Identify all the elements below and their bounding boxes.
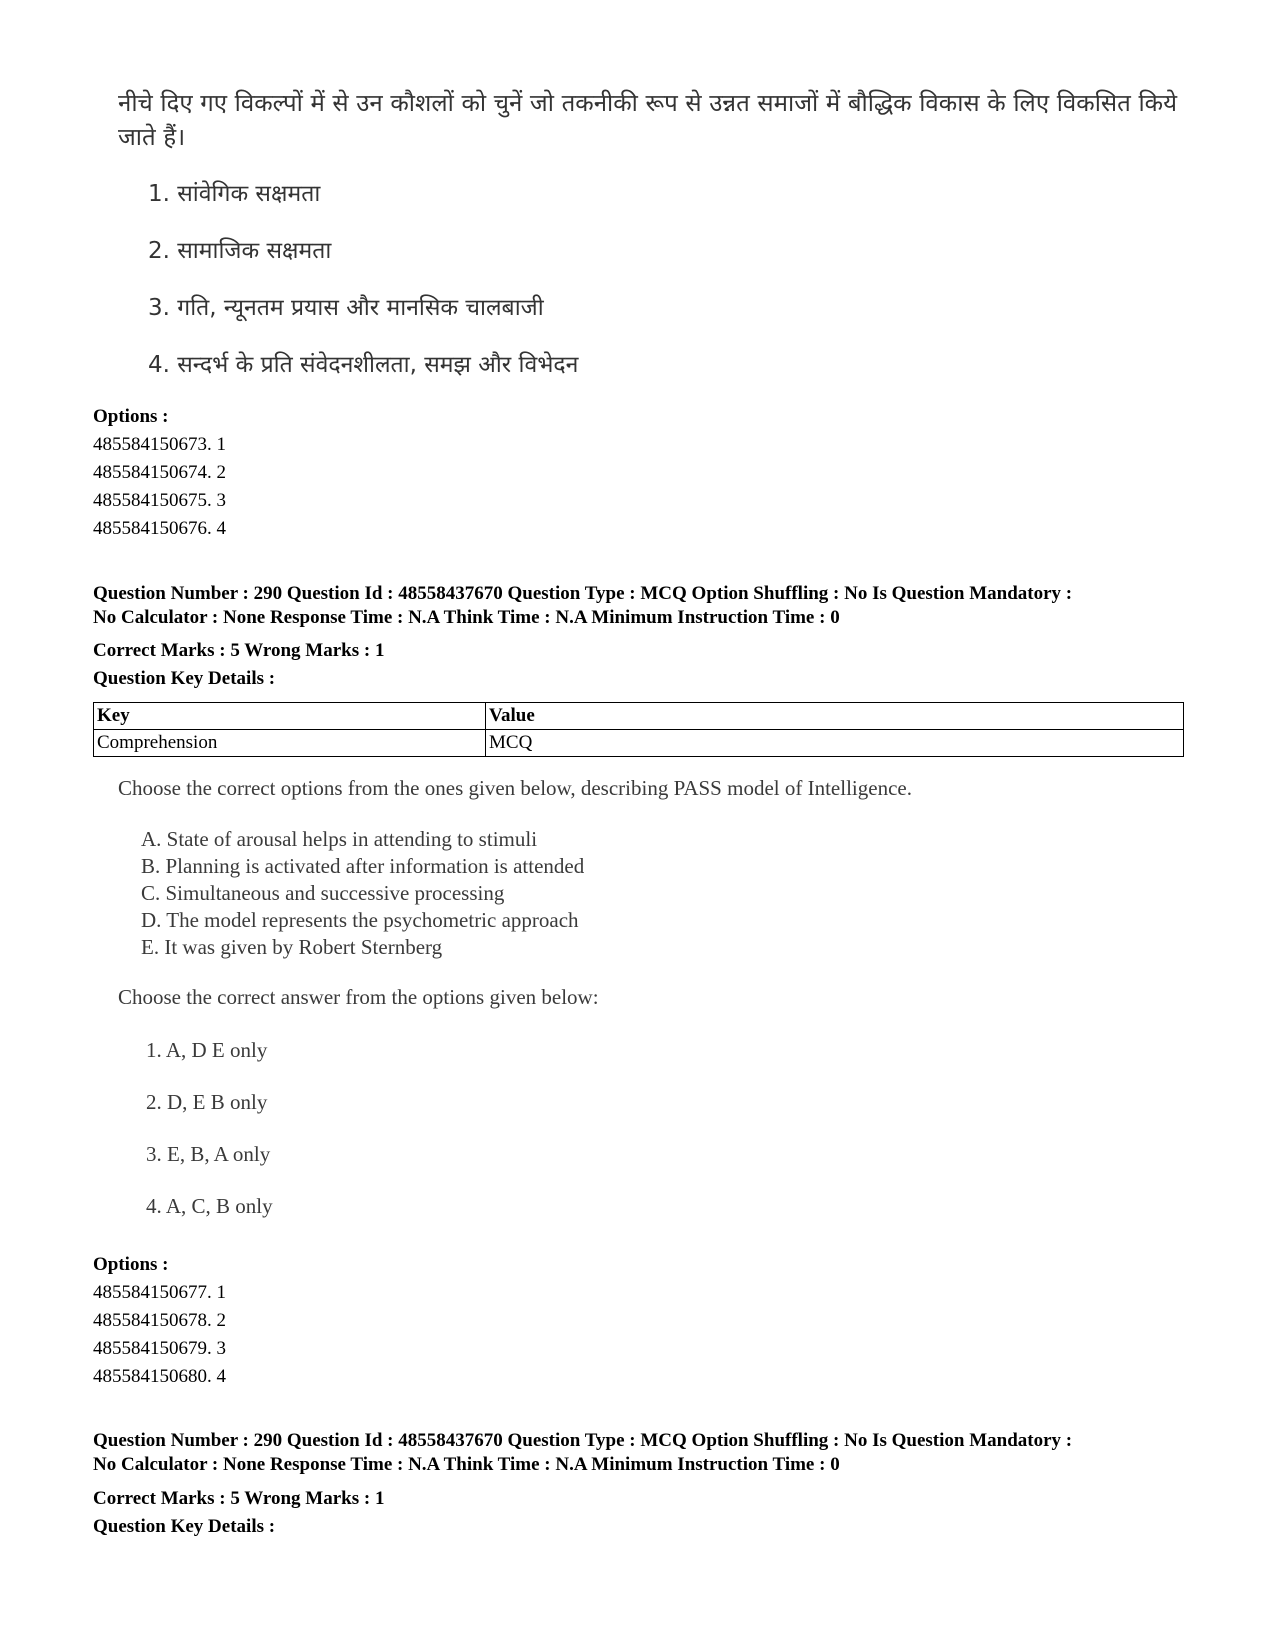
option-1-4: 485584150676. 4 — [93, 518, 226, 539]
statement-e: E. It was given by Robert Sternberg — [141, 935, 443, 959]
statement-b: B. Planning is activated after information is attended — [141, 854, 585, 878]
question-3-marks: Correct Marks : 5 Wrong Marks : 1 — [93, 1488, 385, 1509]
question-2-key-details-label: Question Key Details : — [93, 668, 276, 689]
option-2-4: 485584150680. 4 — [93, 1366, 226, 1387]
table-row — [94, 730, 1184, 757]
question-3-meta — [93, 1429, 1273, 1477]
answer-2: 2. D, E B only — [146, 1090, 268, 1114]
answer-1: 1. A, D E only — [146, 1038, 268, 1062]
question-3-key-details-label: Question Key Details : — [93, 1516, 276, 1537]
key-details-table — [93, 702, 1184, 757]
question-1-item-1: 1. सांवेगिक सक्षमता — [148, 181, 321, 207]
option-1-2: 485584150674. 2 — [93, 462, 226, 483]
question-1-text: नीचे दिए गए विकल्पों में से उन कौशलों को चुनें जो तकनीकी रूप से उन्नत समाजों में बौद्धिक विकास के लिए विकसित किये जाते हैं। — [118, 89, 1178, 151]
question-2-meta-line-1: Question Number : 290 Question Id : 48558437670 Question Type : MCQ Option Shuffling : No Is Question Mandatory : — [93, 583, 1073, 604]
statement-c: C. Simultaneous and successive processing — [141, 881, 505, 905]
table-cell-key: Comprehension — [94, 730, 486, 757]
question-2-instruction: Choose the correct answer from the options given below: — [118, 985, 599, 1009]
option-2-1: 485584150677. 1 — [93, 1282, 226, 1303]
question-2-meta — [93, 582, 1273, 630]
table-cell-value: MCQ — [486, 730, 1184, 757]
question-2-text: Choose the correct options from the ones given below, describing PASS model of Intelligence. — [118, 776, 912, 800]
table-header-key: Key — [94, 703, 486, 730]
table-header-row — [94, 703, 1184, 730]
option-2-3: 485584150679. 3 — [93, 1338, 226, 1359]
option-1-1: 485584150673. 1 — [93, 434, 226, 455]
question-2-meta-line-2: No Calculator : None Response Time : N.A Think Time : N.A Minimum Instruction Time : 0 — [93, 607, 840, 628]
statement-d: D. The model represents the psychometric approach — [141, 908, 579, 932]
question-3-meta-line-2: No Calculator : None Response Time : N.A Think Time : N.A Minimum Instruction Time : 0 — [93, 1454, 840, 1475]
option-2-2: 485584150678. 2 — [93, 1310, 226, 1331]
question-3-meta-line-1: Question Number : 290 Question Id : 48558437670 Question Type : MCQ Option Shuffling : No Is Question Mandatory : — [93, 1430, 1073, 1451]
answer-4: 4. A, C, B only — [146, 1194, 273, 1218]
question-1-item-2: 2. सामाजिक सक्षमता — [148, 238, 332, 264]
question-1-item-4: 4. सन्दर्भ के प्रति संवेदनशीलता, समझ और विभेदन — [148, 352, 579, 378]
options-label-2: Options : — [93, 1254, 169, 1275]
table-header-value: Value — [486, 703, 1184, 730]
statement-a: A. State of arousal helps in attending to stimuli — [141, 827, 538, 851]
question-1-item-3: 3. गति, न्यूनतम प्रयास और मानसिक चालबाजी — [148, 295, 544, 321]
option-1-3: 485584150675. 3 — [93, 490, 226, 511]
question-2-marks: Correct Marks : 5 Wrong Marks : 1 — [93, 640, 385, 661]
options-label-1: Options : — [93, 406, 169, 427]
answer-3: 3. E, B, A only — [146, 1142, 271, 1166]
